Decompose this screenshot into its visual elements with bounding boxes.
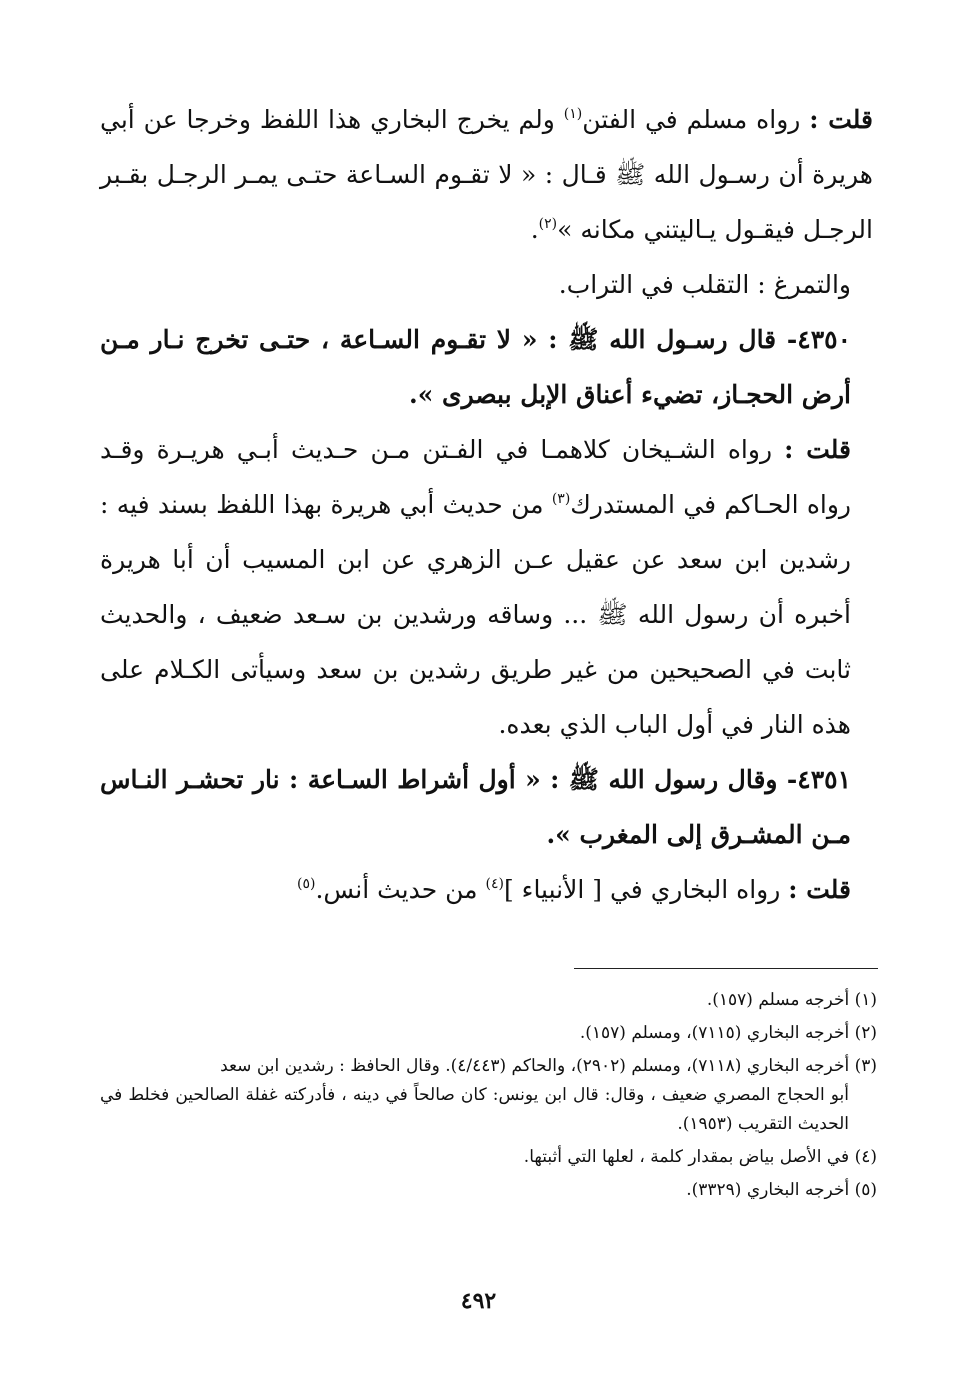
footnote-ref-3[interactable]: (٣) [551,491,571,507]
hadith-4351: ٤٣٥١- وقال رسول الله ﷺ : « أول أشراط السـاعة : نار تحشـر النـاس مـن المشـرق إلى المغرب ». [100,765,851,849]
paragraph-2: والتمرغ : التقلب في التراب. [558,270,851,299]
text: رواه مسلم في الفتن [582,105,801,134]
text: من حديث أنس. [315,875,478,904]
text: رواه الشـيخان كلاهمـا في الفـتن مـن حـديث أبـي هريـرة وقـد رواه الحـاكم في المستدرك [100,435,852,519]
footnote-3 [100,1052,877,1139]
footnote-ref-5[interactable]: (٥) [296,876,316,892]
footnote-divider [574,968,878,969]
footnote-3-first-line: (٣) أخرجه البخاري (٧١١٨)، ومسلم (٢٩٠٢)، والحاكم (٤/٤٤٣). وقال الحافظ : رشدين ابن سعد [220,1056,877,1076]
footnote-3-continuation: أبو الحجاج المصري ضعيف ، وقال: قال ابن يونس: كان صالحاً في دينه ، فأدركته غفلة الصالحين فخلط في الحديث التقريب (١٩٥٣). [100,1085,849,1134]
paragraph-4 [100,862,873,917]
qult-label: قلت : [809,105,873,134]
footnote-4: (٤) في الأصل بياض بمقدار كلمة ، لعلها التي أثبتها. [523,1147,877,1167]
footnote-ref-2[interactable]: (٢) [538,216,558,232]
qult-label: قلت : [784,435,851,464]
footnote-2: (٢) أخرجه البخاري (٧١١٥)، ومسلم (١٥٧). [579,1023,877,1043]
footnote-ref-4[interactable]: (٤) [485,876,504,892]
footnote-1: (١) أخرجه مسلم (١٥٧). [706,990,877,1010]
paragraph-3 [100,422,873,752]
footnotes [100,986,877,1209]
text: ولم يخرج البخاري هذا اللفظ وخرجا عن أبي هريرة أن رسـول الله ﷺ قـال : « لا تقـوم السـاعة حتـى يمـر الرجـل بقـبر الرجـل فيقـول يـاليتني مكانه » [100,105,873,244]
footnote-ref-1[interactable]: (١) [563,106,583,122]
page-number: ٤٩٢ [460,1288,497,1314]
text: من حديث أبي هريرة بهذا اللفظ بسند فيه : رشدين ابن سعد عن عقيل عـن الزهري عن ابن المسيب أن أبا هريرة أخبره أن رسول الله ﷺ ... وساقه ورشدين بن سـعد ضعيف ، والحديث ثابت في الصحيحين من غير طريق رشدين بن سعد وسيأتى الكـلام على هذه النار في أول الباب الذي بعده. [100,490,851,739]
hadith-4350: ٤٣٥٠- قال رسـول الله ﷺ : « لا تقـوم السـاعة ، حتـى تخرج نـار مـن أرض الحجـاز، تضيء أعناق الإبل ببصرى ». [100,325,852,409]
main-text [100,92,873,917]
qult-label: قلت : [788,875,851,904]
footnote-5: (٥) أخرجه البخاري (٣٣٢٩). [686,1180,877,1200]
paragraph-1 [100,92,873,257]
text: رواه البخاري في [ الأنبياء ] [503,875,781,904]
text: . [530,215,539,244]
